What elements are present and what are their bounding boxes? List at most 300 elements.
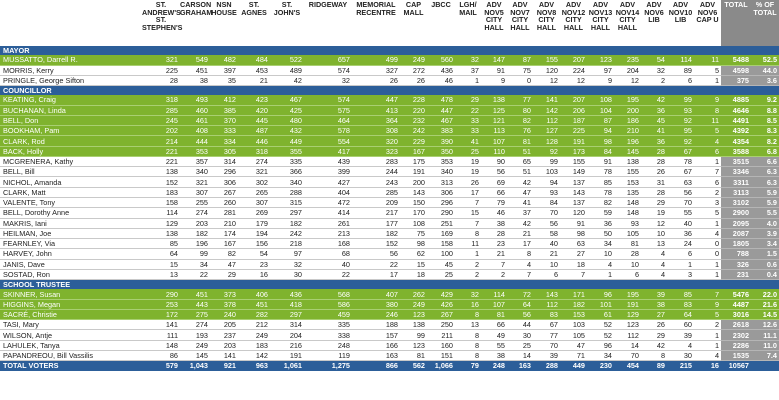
vote-count: 143 xyxy=(400,187,427,197)
vote-count: 129 xyxy=(614,309,641,319)
vote-count: 138 xyxy=(142,167,180,177)
vote-count: 32 xyxy=(304,75,352,85)
vote-count: 41 xyxy=(455,136,481,146)
vote-count: 335 xyxy=(304,320,352,330)
vote-count: 92 xyxy=(533,146,560,156)
vote-count: 82 xyxy=(587,197,614,207)
vote-percent: 11.1 xyxy=(751,330,779,340)
vote-count: 445 xyxy=(238,115,270,125)
vote-count: 12 xyxy=(641,218,667,228)
vote-count: 78 xyxy=(587,187,614,197)
candidate-row xyxy=(0,330,779,340)
vote-count: 123 xyxy=(614,320,641,330)
candidate-name: HEILMAN, Joe xyxy=(0,228,142,238)
vote-count: 17 xyxy=(352,269,400,279)
vote-percent: 3.4 xyxy=(751,239,779,249)
vote-percent: 8.3 xyxy=(751,126,779,136)
section-header-mayor xyxy=(0,46,779,55)
vote-percent: 4.0 xyxy=(751,218,779,228)
vote-count: 453 xyxy=(238,65,270,75)
vote-count: 578 xyxy=(304,126,352,136)
total-voters-count: 1,275 xyxy=(304,361,352,371)
vote-count: 281 xyxy=(210,208,238,218)
vote-count: 210 xyxy=(210,218,238,228)
vote-count: 63 xyxy=(667,177,694,187)
vote-total: 2286 xyxy=(721,340,751,350)
vote-count: 195 xyxy=(614,95,641,105)
vote-count: 54 xyxy=(641,55,667,65)
vote-count: 137 xyxy=(560,177,587,187)
candidate-row xyxy=(0,239,779,249)
vote-count: 44 xyxy=(507,320,533,330)
vote-count: 75 xyxy=(400,228,427,238)
vote-total: 2900 xyxy=(721,208,751,218)
vote-count: 327 xyxy=(352,65,400,75)
vote-count: 16 xyxy=(455,299,481,309)
vote-count: 15 xyxy=(455,208,481,218)
vote-count: 32 xyxy=(641,65,667,75)
vote-count: 183 xyxy=(238,340,270,350)
total-voters-row xyxy=(0,361,779,371)
column-header: ADV NOV7 CITY HALL xyxy=(510,0,530,32)
vote-count: 218 xyxy=(270,239,304,249)
vote-count: 221 xyxy=(142,156,180,166)
vote-count: 248 xyxy=(304,340,352,350)
vote-count: 200 xyxy=(400,177,427,187)
vote-count: 6 xyxy=(694,177,721,187)
vote-count: 42 xyxy=(507,177,533,187)
vote-count: 42 xyxy=(507,218,533,228)
column-header: MEMORIAL RECENTRE xyxy=(356,0,396,17)
vote-count: 36 xyxy=(641,136,667,146)
vote-total: 4598 xyxy=(721,65,751,75)
column-header: CAP MALL xyxy=(403,0,424,17)
vote-count: 96 xyxy=(587,289,614,299)
vote-count: 8 xyxy=(694,105,721,115)
vote-count: 1 xyxy=(694,259,721,269)
vote-count: 47 xyxy=(507,187,533,197)
candidate-name: JANIS, Dave xyxy=(0,259,142,269)
total-voters-count: 16 xyxy=(694,361,721,371)
vote-percent: 6.6 xyxy=(751,156,779,166)
vote-count: 204 xyxy=(270,330,304,340)
vote-count: 194 xyxy=(238,228,270,238)
candidate-row xyxy=(0,146,779,156)
vote-count: 574 xyxy=(304,95,352,105)
vote-count: 163 xyxy=(352,350,400,360)
vote-count: 1 xyxy=(694,269,721,279)
vote-count: 461 xyxy=(180,115,210,125)
vote-count: 568 xyxy=(304,289,352,299)
candidate-row xyxy=(0,177,779,187)
vote-count: 370 xyxy=(210,115,238,125)
vote-count: 137 xyxy=(560,197,587,207)
vote-count: 193 xyxy=(180,330,210,340)
vote-count: 6 xyxy=(694,146,721,156)
candidate-name: FEARNLEY, Via xyxy=(0,239,142,249)
vote-count: 246 xyxy=(352,309,400,319)
vote-count: 28 xyxy=(641,156,667,166)
vote-total: 5476 xyxy=(721,289,751,299)
vote-count: 158 xyxy=(427,239,455,249)
vote-count: 21 xyxy=(507,228,533,238)
vote-count: 112 xyxy=(533,299,560,309)
vote-count: 306 xyxy=(210,177,238,187)
candidate-name: BELL, Dorothy Anne xyxy=(0,208,142,218)
vote-count: 123 xyxy=(587,55,614,65)
vote-count: 83 xyxy=(667,299,694,309)
vote-total: 2095 xyxy=(721,218,751,228)
vote-count: 206 xyxy=(560,105,587,115)
vote-count: 148 xyxy=(614,197,641,207)
vote-count: 114 xyxy=(667,55,694,65)
vote-total: 4885 xyxy=(721,95,751,105)
vote-count: 167 xyxy=(400,146,427,156)
vote-count: 265 xyxy=(238,187,270,197)
vote-count: 123 xyxy=(400,309,427,319)
vote-count: 235 xyxy=(614,55,641,65)
vote-count: 451 xyxy=(180,65,210,75)
candidate-row xyxy=(0,228,779,238)
section-title: COUNCILLOR xyxy=(0,86,779,96)
vote-count: 28 xyxy=(614,249,641,259)
candidate-name: CLARK, Matt xyxy=(0,187,142,197)
vote-count: 272 xyxy=(400,65,427,75)
vote-total: 326 xyxy=(721,259,751,269)
vote-count: 253 xyxy=(142,299,180,309)
vote-count: 6 xyxy=(667,75,694,85)
vote-count: 95 xyxy=(667,126,694,136)
vote-count: 135 xyxy=(614,187,641,197)
vote-count: 229 xyxy=(400,136,427,146)
vote-count: 4 xyxy=(641,259,667,269)
vote-count: 60 xyxy=(667,320,694,330)
section-title: MAYOR xyxy=(0,46,779,55)
vote-count: 8 xyxy=(455,228,481,238)
vote-count: 27 xyxy=(560,249,587,259)
candidate-row xyxy=(0,299,779,309)
vote-count: 92 xyxy=(667,136,694,146)
vote-count: 65 xyxy=(507,156,533,166)
vote-count: 33 xyxy=(455,126,481,136)
vote-count: 145 xyxy=(180,350,210,360)
vote-count: 85 xyxy=(142,239,180,249)
total-voters-count: 215 xyxy=(667,361,694,371)
vote-count: 6 xyxy=(614,269,641,279)
vote-count: 29 xyxy=(455,95,481,105)
vote-percent: 44.0 xyxy=(751,65,779,75)
total-voters-count: 89 xyxy=(641,361,667,371)
vote-count: 203 xyxy=(210,340,238,350)
vote-count: 2 xyxy=(455,269,481,279)
vote-count: 274 xyxy=(180,320,210,330)
candidate-row xyxy=(0,95,779,105)
vote-total: 1535 xyxy=(721,350,751,360)
candidate-name: BELL, Bill xyxy=(0,167,142,177)
vote-count: 196 xyxy=(180,239,210,249)
vote-count: 195 xyxy=(614,289,641,299)
vote-count: 56 xyxy=(667,187,694,197)
column-header: RIDGEWAY xyxy=(308,0,348,9)
vote-count: 380 xyxy=(352,299,400,309)
vote-count: 125 xyxy=(481,105,507,115)
vote-count: 4 xyxy=(667,340,694,350)
vote-count: 158 xyxy=(142,197,180,207)
vote-count: 306 xyxy=(427,187,455,197)
vote-count: 378 xyxy=(210,299,238,309)
vote-count: 152 xyxy=(352,239,400,249)
vote-count: 364 xyxy=(352,115,400,125)
vote-count: 318 xyxy=(142,95,180,105)
vote-count: 99 xyxy=(400,330,427,340)
vote-count: 444 xyxy=(180,136,210,146)
vote-count: 121 xyxy=(481,115,507,125)
vote-total: 2302 xyxy=(721,330,751,340)
vote-count: 128 xyxy=(533,136,560,146)
vote-count: 24 xyxy=(667,239,694,249)
vote-count: 70 xyxy=(614,350,641,360)
vote-count: 16 xyxy=(238,269,270,279)
vote-count: 91 xyxy=(481,65,507,75)
vote-count: 305 xyxy=(210,146,238,156)
vote-count: 9 xyxy=(587,75,614,85)
candidate-row xyxy=(0,350,779,360)
vote-count: 28 xyxy=(481,228,507,238)
vote-count: 110 xyxy=(481,146,507,156)
vote-count: 62 xyxy=(400,249,427,259)
vote-count: 209 xyxy=(352,197,400,207)
vote-count: 353 xyxy=(427,156,455,166)
vote-count: 404 xyxy=(304,187,352,197)
candidate-name: BELL, Don xyxy=(0,115,142,125)
vote-count: 96 xyxy=(587,340,614,350)
vote-count: 412 xyxy=(210,95,238,105)
total-voters-count: 921 xyxy=(210,361,238,371)
vote-percent: 8.2 xyxy=(751,136,779,146)
vote-count: 86 xyxy=(142,350,180,360)
vote-count: 242 xyxy=(400,126,427,136)
vote-count: 217 xyxy=(352,208,400,218)
vote-count: 37 xyxy=(455,65,481,75)
vote-count: 250 xyxy=(427,320,455,330)
vote-count: 478 xyxy=(427,95,455,105)
vote-count: 489 xyxy=(270,65,304,75)
vote-count: 51 xyxy=(507,146,533,156)
vote-count: 26 xyxy=(400,75,427,85)
vote-count: 46 xyxy=(427,75,455,85)
vote-count: 7 xyxy=(694,167,721,177)
vote-count: 204 xyxy=(614,65,641,75)
vote-count: 8 xyxy=(507,249,533,259)
vote-total: 4646 xyxy=(721,105,751,115)
vote-count: 101 xyxy=(587,299,614,309)
vote-count: 436 xyxy=(427,65,455,75)
vote-count: 484 xyxy=(238,55,270,65)
section-title: SCHOOL TRUSTEE xyxy=(0,280,779,290)
vote-count: 23 xyxy=(481,239,507,249)
vote-count: 112 xyxy=(533,115,560,125)
vote-count: 321 xyxy=(142,55,180,65)
vote-count: 39 xyxy=(641,289,667,299)
candidate-row xyxy=(0,65,779,75)
vote-count: 261 xyxy=(304,218,352,228)
vote-count: 296 xyxy=(427,197,455,207)
vote-total: 3311 xyxy=(721,177,751,187)
vote-count: 357 xyxy=(180,156,210,166)
vote-count: 99 xyxy=(533,156,560,166)
vote-count: 107 xyxy=(481,136,507,146)
vote-count: 149 xyxy=(560,167,587,177)
total-voters-count: 288 xyxy=(533,361,560,371)
vote-count: 39 xyxy=(667,330,694,340)
vote-count: 7 xyxy=(455,218,481,228)
vote-count: 355 xyxy=(270,146,304,156)
vote-count: 22 xyxy=(304,269,352,279)
total-voters-count: 10567 xyxy=(721,361,751,371)
candidate-row xyxy=(0,126,779,136)
vote-count: 54 xyxy=(238,249,270,259)
vote-count: 64 xyxy=(507,299,533,309)
vote-count: 81 xyxy=(507,136,533,146)
vote-count: 425 xyxy=(270,105,304,115)
vote-count: 42 xyxy=(270,75,304,85)
candidate-row xyxy=(0,249,779,259)
vote-count: 333 xyxy=(210,126,238,136)
vote-count: 50 xyxy=(587,228,614,238)
vote-count: 459 xyxy=(304,309,352,319)
vote-count: 1 xyxy=(455,249,481,259)
vote-count: 406 xyxy=(238,289,270,299)
vote-count: 152 xyxy=(142,177,180,187)
vote-count: 79 xyxy=(481,197,507,207)
vote-count: 97 xyxy=(270,249,304,259)
vote-count: 323 xyxy=(352,146,400,156)
total-voters-count: 79 xyxy=(455,361,481,371)
vote-count: 1 xyxy=(694,218,721,228)
vote-count: 408 xyxy=(180,126,210,136)
vote-count: 451 xyxy=(180,289,210,299)
vote-count: 249 xyxy=(400,55,427,65)
total-voters-count: 454 xyxy=(614,361,641,371)
total-voters-count: 230 xyxy=(587,361,614,371)
vote-total: 231 xyxy=(721,269,751,279)
vote-percent: 6.3 xyxy=(751,167,779,177)
vote-count: 64 xyxy=(667,309,694,319)
candidate-name: MUSSATTO, Darrell R. xyxy=(0,55,142,65)
vote-count: 174 xyxy=(210,228,238,238)
vote-count: 138 xyxy=(142,228,180,238)
vote-count: 89 xyxy=(667,65,694,75)
vote-count: 202 xyxy=(142,126,180,136)
candidate-row xyxy=(0,259,779,269)
vote-count: 56 xyxy=(533,218,560,228)
vote-percent: 3.9 xyxy=(751,228,779,238)
vote-count: 12 xyxy=(533,75,560,85)
column-header: ADV NOV6 CAP U xyxy=(696,0,719,25)
vote-count: 42 xyxy=(641,95,667,105)
vote-count: 22 xyxy=(455,105,481,115)
vote-count: 30 xyxy=(270,269,304,279)
vote-count: 99 xyxy=(180,249,210,259)
vote-count: 439 xyxy=(304,156,352,166)
vote-count: 13 xyxy=(142,269,180,279)
vote-percent: 6.3 xyxy=(751,177,779,187)
total-voters-count: 1,066 xyxy=(427,361,455,371)
vote-count: 237 xyxy=(210,330,238,340)
vote-count: 225 xyxy=(142,65,180,75)
vote-count: 340 xyxy=(180,167,210,177)
vote-count: 38 xyxy=(641,299,667,309)
vote-count: 21 xyxy=(533,249,560,259)
vote-count: 7 xyxy=(560,269,587,279)
vote-count: 8 xyxy=(455,350,481,360)
vote-count: 63 xyxy=(560,239,587,249)
vote-count: 47 xyxy=(560,340,587,350)
vote-count: 21 xyxy=(238,75,270,85)
vote-percent: 12.6 xyxy=(751,320,779,330)
candidate-name: BACK, Holly xyxy=(0,146,142,156)
vote-count: 14 xyxy=(507,350,533,360)
vote-count: 141 xyxy=(142,320,180,330)
vote-percent: 22.0 xyxy=(751,289,779,299)
vote-count: 169 xyxy=(427,228,455,238)
vote-count: 186 xyxy=(614,115,641,125)
vote-count: 113 xyxy=(481,126,507,136)
vote-total: 3515 xyxy=(721,156,751,166)
vote-total: 788 xyxy=(721,249,751,259)
vote-count: 203 xyxy=(180,218,210,228)
vote-count: 42 xyxy=(641,340,667,350)
vote-count: 28 xyxy=(142,75,180,85)
vote-count: 447 xyxy=(427,105,455,115)
vote-count: 407 xyxy=(352,289,400,299)
vote-percent: 9.2 xyxy=(751,95,779,105)
vote-count: 120 xyxy=(533,65,560,75)
vote-count: 77 xyxy=(533,330,560,340)
vote-count: 85 xyxy=(667,289,694,299)
vote-count: 4 xyxy=(694,136,721,146)
vote-count: 243 xyxy=(352,177,400,187)
vote-count: 26 xyxy=(641,320,667,330)
vote-count: 114 xyxy=(142,208,180,218)
vote-count: 173 xyxy=(560,146,587,156)
vote-count: 17 xyxy=(455,187,481,197)
vote-count: 221 xyxy=(142,146,180,156)
vote-count: 92 xyxy=(667,115,694,125)
vote-count: 52 xyxy=(587,330,614,340)
candidate-name: LAHULEK, Tanya xyxy=(0,340,142,350)
vote-count: 32 xyxy=(455,55,481,65)
vote-count: 31 xyxy=(641,177,667,187)
vote-count: 25 xyxy=(507,340,533,350)
vote-count: 127 xyxy=(533,126,560,136)
vote-count: 138 xyxy=(481,95,507,105)
vote-count: 98 xyxy=(587,136,614,146)
vote-count: 70 xyxy=(533,208,560,218)
vote-count: 148 xyxy=(142,340,180,350)
vote-count: 3 xyxy=(694,197,721,207)
vote-count: 13 xyxy=(641,239,667,249)
vote-count: 297 xyxy=(270,208,304,218)
column-header: ADV NOV12 CITY HALL xyxy=(561,0,586,32)
vote-count: 26 xyxy=(455,177,481,187)
vote-count: 68 xyxy=(304,249,352,259)
vote-count: 297 xyxy=(270,309,304,319)
vote-count: 56 xyxy=(507,309,533,319)
vote-count: 10 xyxy=(614,259,641,269)
vote-count: 141 xyxy=(533,95,560,105)
vote-count: 29 xyxy=(641,330,667,340)
